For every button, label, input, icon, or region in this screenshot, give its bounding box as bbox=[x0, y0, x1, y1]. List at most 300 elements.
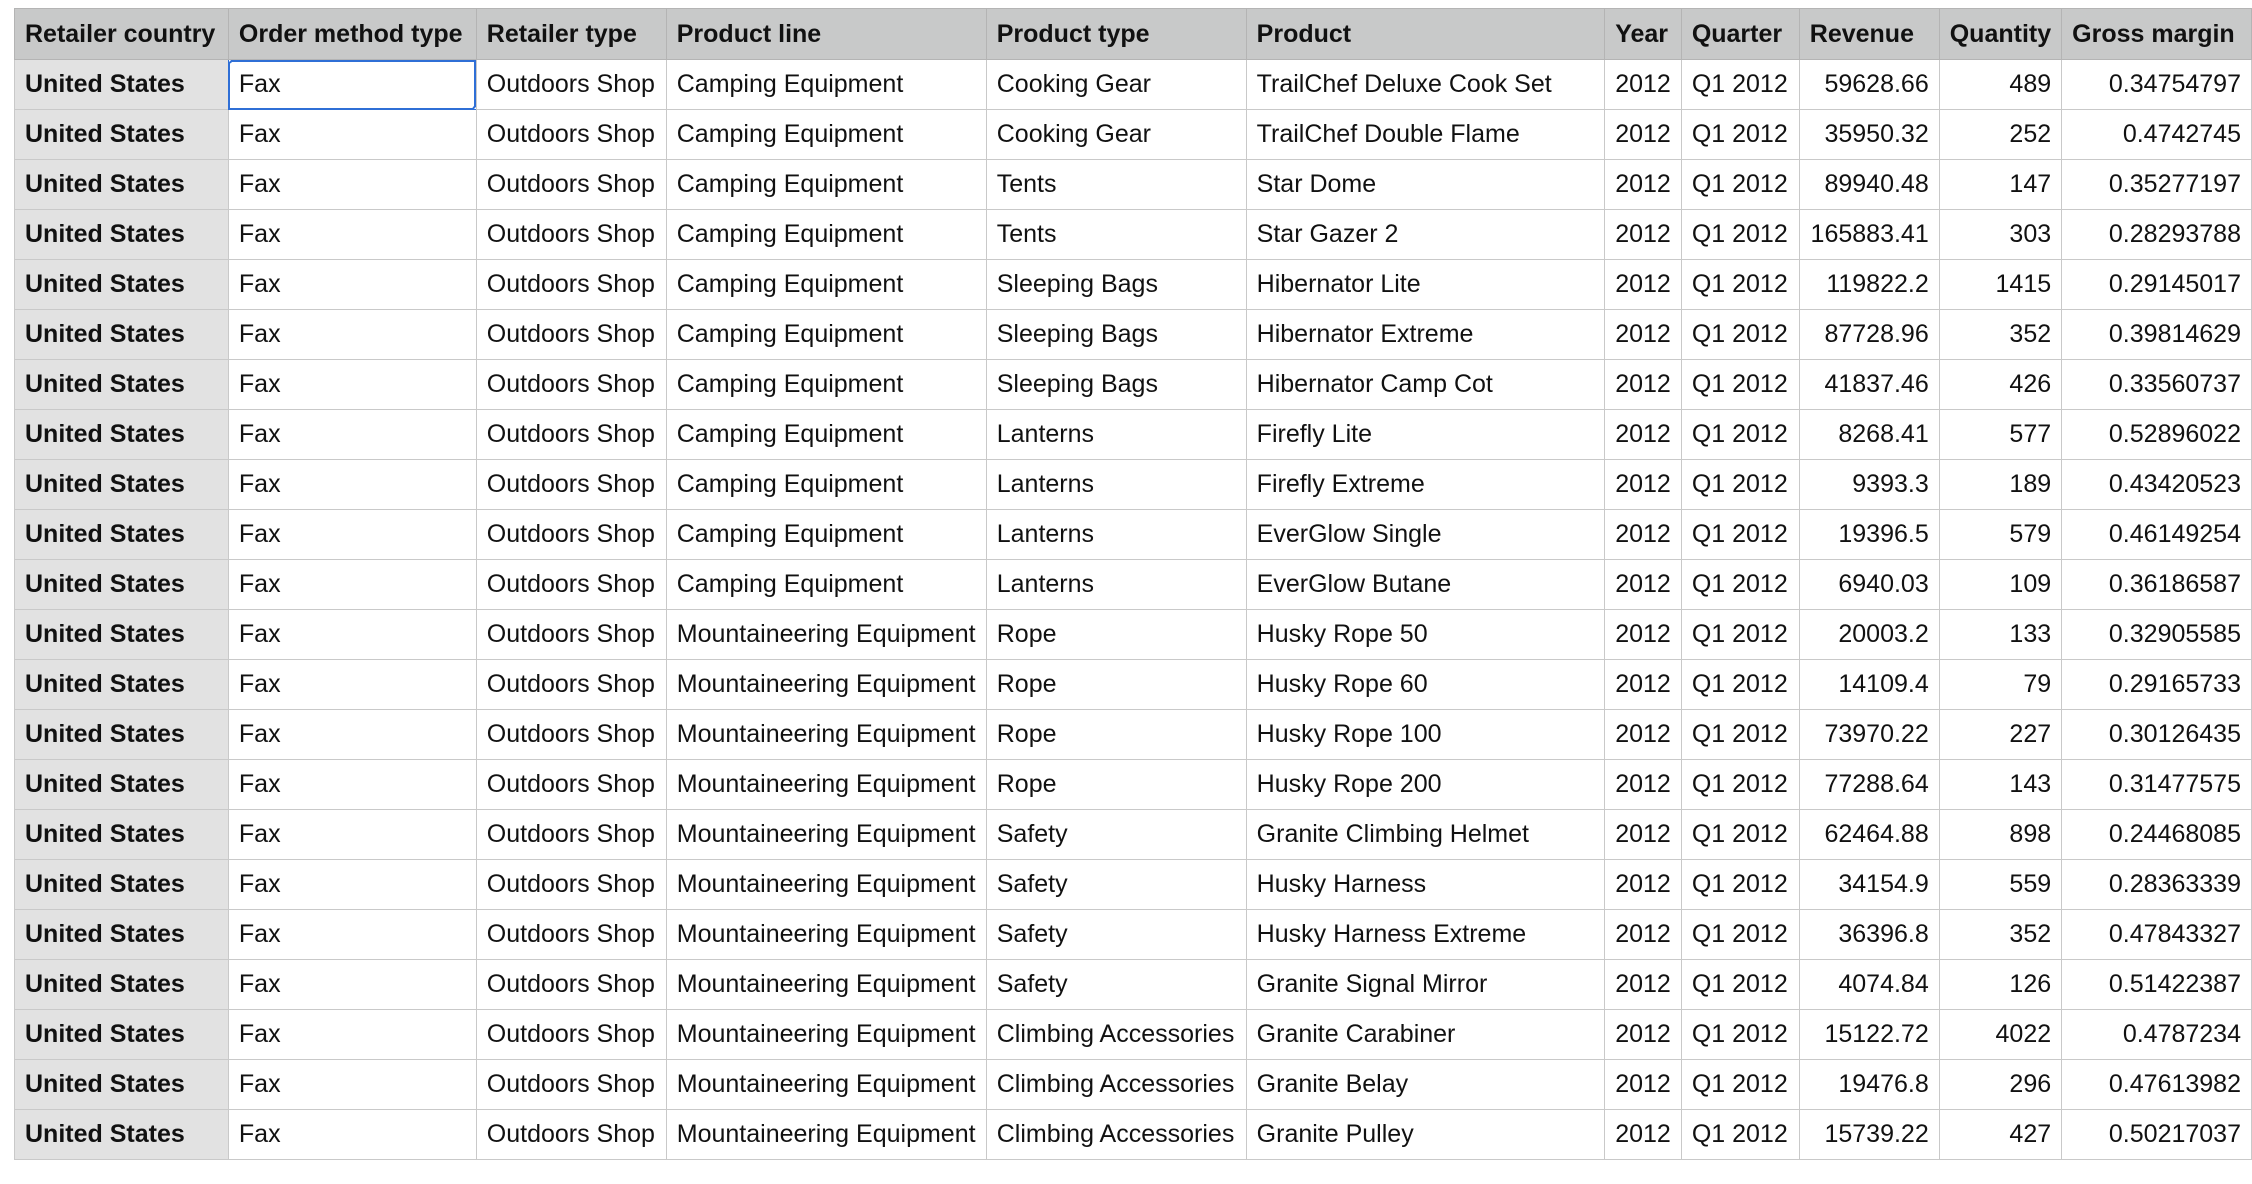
data-table[interactable] bbox=[14, 8, 2252, 1160]
cell-text: United States bbox=[25, 720, 185, 748]
column-header[interactable]: Order method type bbox=[228, 9, 476, 60]
table-cell[interactable] bbox=[2062, 260, 2252, 310]
table-cell[interactable] bbox=[1605, 1110, 1682, 1160]
table-cell[interactable] bbox=[476, 610, 666, 660]
table-cell[interactable] bbox=[1605, 410, 1682, 460]
table-cell[interactable] bbox=[228, 460, 476, 510]
table-cell[interactable] bbox=[1681, 160, 1799, 210]
cell-text: Husky Harness bbox=[1256, 870, 1427, 898]
table-cell[interactable] bbox=[986, 360, 1246, 410]
table-cell[interactable] bbox=[1246, 660, 1605, 710]
table-cell[interactable] bbox=[986, 1060, 1246, 1110]
table-cell[interactable] bbox=[1605, 710, 1682, 760]
table-cell[interactable] bbox=[476, 1060, 666, 1110]
table-cell[interactable] bbox=[986, 1110, 1246, 1160]
table-cell[interactable] bbox=[1939, 810, 2061, 860]
row-header-cell[interactable] bbox=[15, 310, 229, 360]
column-header[interactable]: Retailer country bbox=[15, 9, 229, 60]
table-cell[interactable] bbox=[476, 60, 666, 110]
table-cell[interactable] bbox=[1799, 410, 1939, 460]
table-cell[interactable] bbox=[2062, 910, 2252, 960]
table-cell[interactable] bbox=[228, 510, 476, 560]
row-header-cell[interactable] bbox=[15, 1110, 229, 1160]
table-cell[interactable] bbox=[1939, 960, 2061, 1010]
table-cell[interactable] bbox=[1246, 1110, 1605, 1160]
table-cell[interactable] bbox=[1681, 460, 1799, 510]
table-cell[interactable] bbox=[1799, 910, 1939, 960]
column-header[interactable]: Year bbox=[1605, 9, 1682, 60]
table-cell[interactable] bbox=[476, 310, 666, 360]
table-cell[interactable] bbox=[228, 1110, 476, 1160]
cell-text: 35950.32 bbox=[1824, 120, 1929, 148]
row-header-cell[interactable] bbox=[15, 110, 229, 160]
row-header-cell[interactable] bbox=[15, 60, 229, 110]
table-cell[interactable] bbox=[986, 560, 1246, 610]
table-cell[interactable] bbox=[1939, 260, 2061, 310]
table-cell[interactable] bbox=[1605, 160, 1682, 210]
column-header[interactable]: Product type bbox=[986, 9, 1246, 60]
table-cell[interactable] bbox=[1681, 660, 1799, 710]
table-cell[interactable] bbox=[1605, 760, 1682, 810]
cell-text: 489 bbox=[2009, 70, 2052, 98]
table-cell[interactable] bbox=[228, 960, 476, 1010]
row-header-cell[interactable] bbox=[15, 610, 229, 660]
cell-text: 2012 bbox=[1615, 470, 1671, 498]
table-cell[interactable] bbox=[228, 660, 476, 710]
table-cell[interactable] bbox=[1799, 760, 1939, 810]
table-cell[interactable] bbox=[228, 310, 476, 360]
table-cell[interactable] bbox=[666, 360, 986, 410]
table-cell[interactable] bbox=[1246, 810, 1605, 860]
table-cell[interactable] bbox=[986, 710, 1246, 760]
cell-text: TrailChef Deluxe Cook Set bbox=[1256, 70, 1552, 98]
row-header-cell[interactable] bbox=[15, 210, 229, 260]
table-cell[interactable] bbox=[986, 510, 1246, 560]
table-cell[interactable] bbox=[666, 60, 986, 110]
table-cell[interactable] bbox=[228, 1060, 476, 1110]
table-cell[interactable] bbox=[228, 260, 476, 310]
cell-text: 133 bbox=[2009, 620, 2052, 648]
table-cell[interactable] bbox=[1939, 1010, 2061, 1060]
table-cell[interactable] bbox=[986, 1010, 1246, 1060]
table-cell[interactable] bbox=[2062, 810, 2252, 860]
table-cell[interactable] bbox=[1939, 110, 2061, 160]
table-cell[interactable] bbox=[1681, 110, 1799, 160]
table-cell[interactable] bbox=[228, 860, 476, 910]
table-cell[interactable] bbox=[986, 460, 1246, 510]
table-cell[interactable] bbox=[1605, 1010, 1682, 1060]
cell-text: United States bbox=[25, 470, 185, 498]
table-cell[interactable] bbox=[1939, 310, 2061, 360]
table-cell[interactable] bbox=[1605, 660, 1682, 710]
table-cell[interactable] bbox=[1681, 60, 1799, 110]
table-cell[interactable] bbox=[2062, 960, 2252, 1010]
table-cell[interactable] bbox=[1799, 210, 1939, 260]
table-cell[interactable] bbox=[1605, 360, 1682, 410]
table-cell[interactable] bbox=[1246, 210, 1605, 260]
table-cell[interactable] bbox=[1681, 960, 1799, 1010]
cell-text: 1415 bbox=[1995, 270, 2052, 298]
table-row bbox=[15, 810, 2252, 860]
table-cell[interactable] bbox=[666, 110, 986, 160]
table-cell[interactable] bbox=[1246, 760, 1605, 810]
table-cell[interactable] bbox=[1799, 810, 1939, 860]
table-cell[interactable] bbox=[2062, 1060, 2252, 1110]
cell-text: Husky Rope 50 bbox=[1256, 620, 1428, 648]
table-cell[interactable] bbox=[1681, 360, 1799, 410]
row-header-cell[interactable] bbox=[15, 660, 229, 710]
table-cell[interactable] bbox=[1681, 610, 1799, 660]
table-cell[interactable] bbox=[666, 810, 986, 860]
cell-text: 189 bbox=[2009, 470, 2052, 498]
row-header-cell[interactable] bbox=[15, 410, 229, 460]
column-header[interactable]: Quantity bbox=[1939, 9, 2061, 60]
table-cell[interactable] bbox=[2062, 860, 2252, 910]
table-cell[interactable] bbox=[476, 210, 666, 260]
table-cell[interactable] bbox=[228, 710, 476, 760]
table-cell[interactable] bbox=[1246, 860, 1605, 910]
table-cell[interactable] bbox=[1681, 1110, 1799, 1160]
table-cell[interactable] bbox=[1246, 60, 1605, 110]
table-cell[interactable] bbox=[666, 760, 986, 810]
table-cell[interactable] bbox=[1246, 310, 1605, 360]
table-row bbox=[15, 160, 2252, 210]
table-cell[interactable] bbox=[1605, 810, 1682, 860]
cell-text: 2012 bbox=[1615, 320, 1671, 348]
table-cell[interactable] bbox=[986, 160, 1246, 210]
table-cell[interactable] bbox=[666, 1010, 986, 1060]
table-cell[interactable] bbox=[986, 60, 1246, 110]
table-cell[interactable] bbox=[1605, 310, 1682, 360]
table-cell[interactable] bbox=[1246, 460, 1605, 510]
cell-text: United States bbox=[25, 1120, 185, 1148]
cell-text: Fax bbox=[238, 970, 281, 998]
table-cell[interactable] bbox=[1799, 1110, 1939, 1160]
table-cell[interactable] bbox=[1246, 610, 1605, 660]
table-cell[interactable] bbox=[986, 960, 1246, 1010]
table-cell[interactable] bbox=[476, 960, 666, 1010]
table-cell[interactable] bbox=[1605, 560, 1682, 610]
table-cell[interactable] bbox=[2062, 510, 2252, 560]
table-cell[interactable] bbox=[666, 310, 986, 360]
table-cell[interactable] bbox=[666, 1060, 986, 1110]
table-cell[interactable] bbox=[1681, 760, 1799, 810]
table-cell[interactable] bbox=[476, 510, 666, 560]
table-cell[interactable] bbox=[2062, 460, 2252, 510]
table-cell[interactable] bbox=[476, 910, 666, 960]
column-header[interactable]: Revenue bbox=[1799, 9, 1939, 60]
row-header-cell[interactable] bbox=[15, 360, 229, 410]
table-cell[interactable] bbox=[476, 560, 666, 610]
table-cell[interactable] bbox=[1246, 1010, 1605, 1060]
table-row bbox=[15, 210, 2252, 260]
cell-text: 0.4742745 bbox=[2122, 120, 2241, 148]
table-cell[interactable] bbox=[2062, 110, 2252, 160]
table-cell[interactable] bbox=[2062, 660, 2252, 710]
table-cell[interactable] bbox=[1681, 410, 1799, 460]
table-cell[interactable] bbox=[1246, 710, 1605, 760]
table-cell[interactable] bbox=[228, 560, 476, 610]
table-cell[interactable] bbox=[1246, 360, 1605, 410]
table-cell[interactable] bbox=[228, 210, 476, 260]
column-header[interactable]: Gross margin bbox=[2062, 9, 2252, 60]
table-cell[interactable] bbox=[228, 610, 476, 660]
table-cell[interactable] bbox=[476, 810, 666, 860]
column-header[interactable]: Product bbox=[1246, 9, 1605, 60]
table-cell[interactable] bbox=[476, 660, 666, 710]
table-cell[interactable] bbox=[2062, 360, 2252, 410]
table-cell[interactable] bbox=[1799, 960, 1939, 1010]
table-cell[interactable] bbox=[666, 1110, 986, 1160]
row-header-cell[interactable] bbox=[15, 760, 229, 810]
table-cell[interactable] bbox=[1939, 460, 2061, 510]
table-cell[interactable] bbox=[476, 110, 666, 160]
table-cell[interactable] bbox=[1939, 760, 2061, 810]
table-cell[interactable] bbox=[1605, 1060, 1682, 1110]
table-cell[interactable] bbox=[1939, 560, 2061, 610]
table-cell[interactable] bbox=[2062, 60, 2252, 110]
table-cell[interactable] bbox=[1939, 210, 2061, 260]
cell-text: Outdoors Shop bbox=[486, 620, 655, 648]
row-header-cell[interactable] bbox=[15, 810, 229, 860]
table-cell[interactable] bbox=[1246, 560, 1605, 610]
table-cell[interactable] bbox=[1681, 310, 1799, 360]
table-cell[interactable] bbox=[1605, 960, 1682, 1010]
table-cell[interactable] bbox=[1681, 810, 1799, 860]
cell-text: United States bbox=[25, 570, 185, 598]
table-cell[interactable] bbox=[1681, 710, 1799, 760]
table-cell[interactable] bbox=[2062, 560, 2252, 610]
table-cell[interactable] bbox=[1246, 160, 1605, 210]
row-header-cell[interactable] bbox=[15, 510, 229, 560]
table-cell[interactable] bbox=[1246, 260, 1605, 310]
table-cell[interactable] bbox=[666, 960, 986, 1010]
cell-text: Fax bbox=[238, 420, 281, 448]
table-cell[interactable] bbox=[1939, 710, 2061, 760]
cell-text: Outdoors Shop bbox=[486, 320, 655, 348]
row-header-cell[interactable] bbox=[15, 860, 229, 910]
table-cell[interactable] bbox=[228, 160, 476, 210]
table-cell[interactable] bbox=[1799, 460, 1939, 510]
table-cell[interactable] bbox=[476, 1010, 666, 1060]
table-cell[interactable] bbox=[2062, 160, 2252, 210]
column-header[interactable]: Quarter bbox=[1681, 9, 1799, 60]
row-header-cell[interactable] bbox=[15, 960, 229, 1010]
table-cell[interactable] bbox=[666, 910, 986, 960]
table-cell[interactable] bbox=[986, 910, 1246, 960]
row-header-cell[interactable] bbox=[15, 910, 229, 960]
table-cell[interactable] bbox=[1605, 260, 1682, 310]
table-cell[interactable] bbox=[1939, 660, 2061, 710]
table-cell[interactable] bbox=[1799, 110, 1939, 160]
table-cell[interactable] bbox=[1799, 860, 1939, 910]
table-cell[interactable] bbox=[1605, 860, 1682, 910]
row-header-cell[interactable] bbox=[15, 1060, 229, 1110]
table-cell[interactable] bbox=[2062, 210, 2252, 260]
table-cell[interactable] bbox=[476, 1110, 666, 1160]
table-cell[interactable] bbox=[476, 860, 666, 910]
table-cell[interactable] bbox=[1681, 1010, 1799, 1060]
row-header-cell[interactable] bbox=[15, 1010, 229, 1060]
table-cell[interactable] bbox=[986, 110, 1246, 160]
table-cell[interactable] bbox=[2062, 1110, 2252, 1160]
table-cell[interactable] bbox=[1939, 60, 2061, 110]
cell-text: 559 bbox=[2009, 870, 2052, 898]
table-cell[interactable] bbox=[228, 410, 476, 460]
table-cell[interactable] bbox=[1939, 860, 2061, 910]
table-cell[interactable] bbox=[476, 360, 666, 410]
table-cell[interactable] bbox=[1605, 460, 1682, 510]
table-cell[interactable] bbox=[1939, 1060, 2061, 1110]
table-cell[interactable] bbox=[476, 160, 666, 210]
table-cell[interactable] bbox=[1939, 910, 2061, 960]
table-cell[interactable] bbox=[476, 760, 666, 810]
row-header-cell[interactable] bbox=[15, 560, 229, 610]
cell-text: Fax bbox=[238, 870, 281, 898]
table-cell[interactable] bbox=[1681, 910, 1799, 960]
selected-cell[interactable] bbox=[228, 60, 476, 110]
table-cell[interactable] bbox=[1605, 910, 1682, 960]
cell-text: Rope bbox=[996, 770, 1057, 798]
table-cell[interactable] bbox=[228, 910, 476, 960]
table-cell[interactable] bbox=[666, 610, 986, 660]
table-cell[interactable] bbox=[1799, 260, 1939, 310]
table-cell[interactable] bbox=[1681, 510, 1799, 560]
row-header-cell[interactable] bbox=[15, 460, 229, 510]
table-cell[interactable] bbox=[1605, 610, 1682, 660]
cell-text: Safety bbox=[996, 820, 1068, 848]
table-cell[interactable] bbox=[228, 360, 476, 410]
table-cell[interactable] bbox=[1605, 510, 1682, 560]
table-cell[interactable] bbox=[1246, 910, 1605, 960]
table-cell[interactable] bbox=[1939, 360, 2061, 410]
table-cell[interactable] bbox=[666, 460, 986, 510]
table-cell[interactable] bbox=[666, 560, 986, 610]
table-cell[interactable] bbox=[2062, 1010, 2252, 1060]
table-cell[interactable] bbox=[986, 410, 1246, 460]
selection-handle-top-left[interactable] bbox=[228, 60, 233, 65]
row-header-cell[interactable] bbox=[15, 160, 229, 210]
table-cell[interactable] bbox=[1246, 960, 1605, 1010]
table-cell[interactable] bbox=[666, 210, 986, 260]
table-cell[interactable] bbox=[1605, 60, 1682, 110]
table-cell[interactable] bbox=[666, 160, 986, 210]
table-cell[interactable] bbox=[986, 310, 1246, 360]
table-cell[interactable] bbox=[1799, 710, 1939, 760]
table-cell[interactable] bbox=[1605, 110, 1682, 160]
table-cell[interactable] bbox=[228, 1010, 476, 1060]
cell-text: Climbing Accessories bbox=[996, 1020, 1235, 1048]
table-cell[interactable] bbox=[1939, 1110, 2061, 1160]
table-cell[interactable] bbox=[666, 860, 986, 910]
cell-text: 73970.22 bbox=[1824, 720, 1929, 748]
cell-text: Safety bbox=[996, 870, 1068, 898]
table-cell[interactable] bbox=[1799, 310, 1939, 360]
table-cell[interactable] bbox=[986, 760, 1246, 810]
table-cell[interactable] bbox=[986, 860, 1246, 910]
table-cell[interactable] bbox=[986, 610, 1246, 660]
table-cell[interactable] bbox=[1799, 1060, 1939, 1110]
table-cell[interactable] bbox=[1246, 110, 1605, 160]
table-cell[interactable] bbox=[1681, 860, 1799, 910]
table-cell[interactable] bbox=[986, 810, 1246, 860]
table-cell[interactable] bbox=[1939, 410, 2061, 460]
table-cell[interactable] bbox=[2062, 610, 2252, 660]
cell-text: Husky Rope 100 bbox=[1256, 720, 1442, 748]
table-cell[interactable] bbox=[476, 710, 666, 760]
table-cell[interactable] bbox=[666, 510, 986, 560]
table-cell[interactable] bbox=[666, 710, 986, 760]
table-cell[interactable] bbox=[986, 210, 1246, 260]
cell-text: 89940.48 bbox=[1824, 170, 1929, 198]
cell-text: Q1 2012 bbox=[1691, 820, 1788, 848]
column-header[interactable]: Retailer type bbox=[476, 9, 666, 60]
table-cell[interactable] bbox=[666, 410, 986, 460]
cell-text: Fax bbox=[238, 770, 281, 798]
table-cell[interactable] bbox=[1799, 60, 1939, 110]
cell-text: Cooking Gear bbox=[996, 70, 1151, 98]
table-cell[interactable] bbox=[666, 260, 986, 310]
table-cell[interactable] bbox=[986, 260, 1246, 310]
table-cell[interactable] bbox=[476, 410, 666, 460]
cell-text: 2012 bbox=[1615, 1070, 1671, 1098]
table-cell[interactable] bbox=[666, 660, 986, 710]
table-cell[interactable] bbox=[1799, 1010, 1939, 1060]
cell-text: Husky Harness Extreme bbox=[1256, 920, 1527, 948]
table-cell[interactable] bbox=[1799, 560, 1939, 610]
table-cell[interactable] bbox=[1605, 210, 1682, 260]
table-row bbox=[15, 960, 2252, 1010]
table-cell[interactable] bbox=[2062, 310, 2252, 360]
table-cell[interactable] bbox=[1799, 160, 1939, 210]
table-row bbox=[15, 510, 2252, 560]
cell-text: 2012 bbox=[1615, 920, 1671, 948]
table-cell[interactable] bbox=[1246, 510, 1605, 560]
cell-text: 2012 bbox=[1615, 370, 1671, 398]
table-cell[interactable] bbox=[1681, 1060, 1799, 1110]
table-cell[interactable] bbox=[1799, 360, 1939, 410]
row-header-cell[interactable] bbox=[15, 710, 229, 760]
table-cell[interactable] bbox=[986, 660, 1246, 710]
table-cell[interactable] bbox=[1681, 210, 1799, 260]
table-cell[interactable] bbox=[1681, 260, 1799, 310]
selection-handle-bottom-right[interactable] bbox=[472, 105, 477, 110]
cell-text: 296 bbox=[2009, 1070, 2052, 1098]
table-cell[interactable] bbox=[1799, 610, 1939, 660]
table-cell[interactable] bbox=[228, 110, 476, 160]
table-cell[interactable] bbox=[1246, 1060, 1605, 1110]
table-cell[interactable] bbox=[476, 460, 666, 510]
table-cell[interactable] bbox=[1681, 560, 1799, 610]
table-cell[interactable] bbox=[228, 810, 476, 860]
table-cell[interactable] bbox=[228, 760, 476, 810]
table-cell[interactable] bbox=[1246, 410, 1605, 460]
table-cell[interactable] bbox=[1939, 610, 2061, 660]
table-cell[interactable] bbox=[1939, 510, 2061, 560]
column-header[interactable]: Product line bbox=[666, 9, 986, 60]
table-cell[interactable] bbox=[2062, 410, 2252, 460]
cell-text: Star Dome bbox=[1256, 170, 1377, 198]
row-header-cell[interactable] bbox=[15, 260, 229, 310]
table-cell[interactable] bbox=[1939, 160, 2061, 210]
table-cell[interactable] bbox=[476, 260, 666, 310]
table-cell[interactable] bbox=[2062, 710, 2252, 760]
table-cell[interactable] bbox=[2062, 760, 2252, 810]
cell-text: 0.29165733 bbox=[2108, 670, 2241, 698]
table-cell[interactable] bbox=[1799, 660, 1939, 710]
table-cell[interactable] bbox=[1799, 510, 1939, 560]
cell-text: Q1 2012 bbox=[1691, 1020, 1788, 1048]
